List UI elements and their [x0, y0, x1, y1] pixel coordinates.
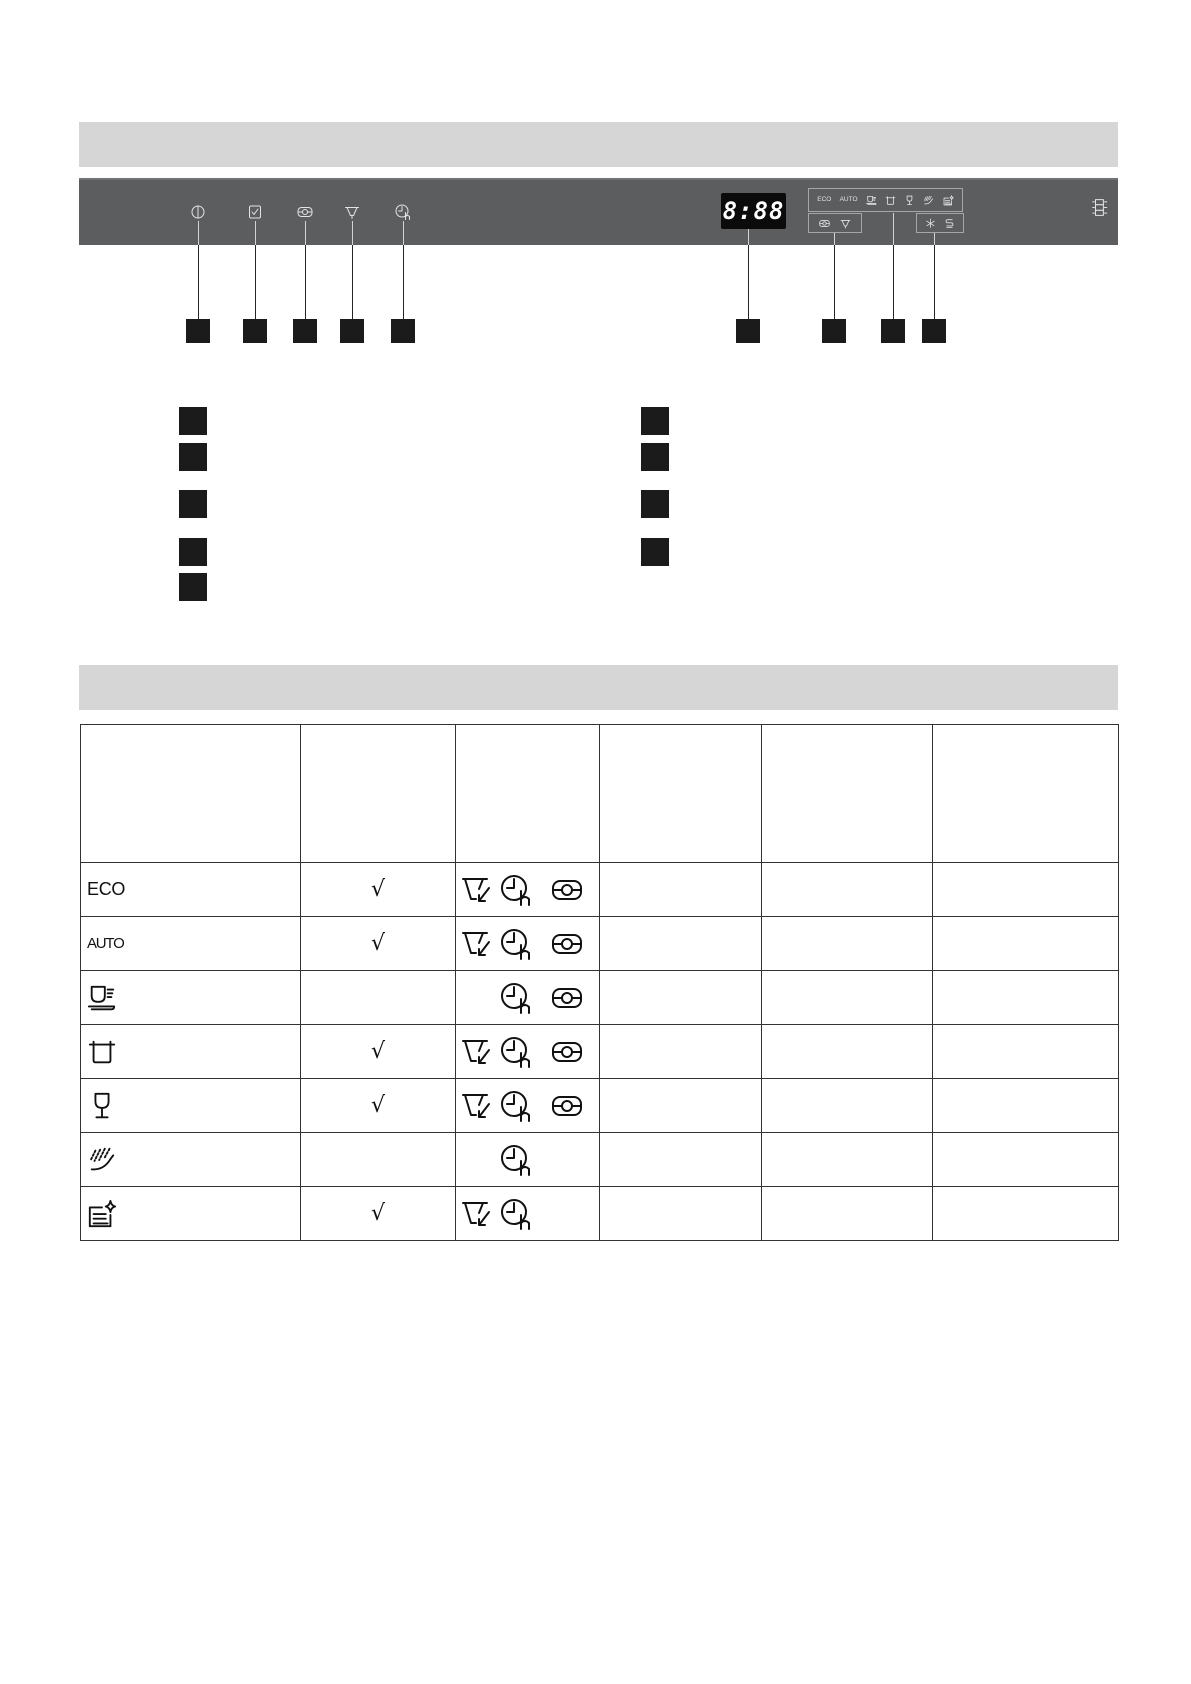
empty-cell — [600, 917, 762, 971]
funnel-arrow-icon — [461, 927, 493, 961]
control-panel-heading-bar — [79, 122, 1118, 167]
programme-cell — [81, 971, 301, 1025]
spray-icon — [923, 195, 934, 206]
empty-cell — [762, 1133, 933, 1187]
empty-cell — [933, 1025, 1119, 1079]
empty-cell — [762, 971, 933, 1025]
empty-cell — [600, 1025, 762, 1079]
empty-cell — [933, 971, 1119, 1025]
legend-marker — [179, 538, 207, 566]
check-mark: √ — [370, 1093, 386, 1118]
legend-marker — [641, 490, 669, 518]
oval-ring-button[interactable] — [297, 204, 313, 220]
programme-row — [81, 1079, 1119, 1133]
options-cell — [456, 1187, 600, 1241]
callout-marker — [922, 319, 946, 343]
programme-row — [81, 1133, 1119, 1187]
stacked-waves-icon — [944, 218, 955, 229]
oval-ring-icon — [297, 204, 313, 220]
cup-lines-icon — [866, 195, 877, 206]
check-cell — [301, 1133, 456, 1187]
leader-line — [934, 233, 935, 319]
leader-line — [834, 233, 835, 319]
delay-clock-button[interactable] — [395, 204, 411, 220]
self-clean-icon — [87, 1199, 117, 1229]
empty-cell — [933, 917, 1119, 971]
leader-line — [198, 221, 199, 319]
leader-line — [403, 221, 404, 319]
spray-icon — [87, 1145, 117, 1175]
programme-cell — [81, 917, 301, 971]
header-cell — [762, 725, 933, 863]
options-cell — [456, 1079, 600, 1133]
delay-clock-icon — [500, 927, 532, 961]
empty-cell — [762, 1079, 933, 1133]
header-cell — [600, 725, 762, 863]
funnel-arrow-icon — [461, 1197, 493, 1231]
delay-clock-icon — [500, 981, 532, 1015]
options-cell — [456, 1133, 600, 1187]
check-mark: √ — [370, 931, 386, 956]
leader-line — [305, 221, 306, 319]
self-clean-icon — [943, 195, 954, 206]
programme-row — [81, 863, 1119, 917]
check-cell — [301, 917, 456, 971]
legend-marker — [641, 407, 669, 435]
check-cell — [301, 971, 456, 1025]
wine-glass-icon — [87, 1091, 117, 1121]
table-header-row — [81, 725, 1119, 863]
empty-cell — [600, 863, 762, 917]
pot-icon — [87, 1037, 117, 1067]
leader-line — [748, 229, 749, 319]
oval-ring-icon — [551, 1089, 583, 1123]
callout-marker — [293, 319, 317, 343]
delay-clock-icon — [395, 204, 411, 220]
check-cell — [301, 1025, 456, 1079]
check-cell — [301, 1079, 456, 1133]
callout-marker — [881, 319, 905, 343]
empty-cell — [762, 1187, 933, 1241]
header-cell — [456, 725, 600, 863]
time-display: 8:88 — [721, 193, 786, 229]
check-cell — [301, 863, 456, 917]
power-button[interactable] — [190, 204, 206, 220]
side-indicator — [1091, 194, 1109, 221]
programme-cell — [81, 1133, 301, 1187]
programme-cell — [81, 1025, 301, 1079]
programme-label: ECO — [87, 879, 126, 899]
funnel-arrow-icon — [461, 1035, 493, 1069]
programme-label: AUTO — [87, 934, 124, 952]
oval-ring-icon — [551, 927, 583, 961]
check-mark: √ — [370, 877, 386, 902]
level-indicator-icon — [1091, 194, 1109, 221]
leader-line — [893, 213, 894, 319]
empty-cell — [600, 1187, 762, 1241]
callout-marker — [340, 319, 364, 343]
leader-line — [352, 221, 353, 319]
oval-ring-icon — [551, 873, 583, 907]
options-cell — [456, 863, 600, 917]
legend-marker — [641, 443, 669, 471]
check-mark: √ — [370, 1039, 386, 1064]
programme-row — [81, 917, 1119, 971]
delay-clock-icon — [500, 1089, 532, 1123]
programme-row — [81, 1187, 1119, 1241]
program-select-icon — [247, 204, 263, 220]
check-cell — [301, 1187, 456, 1241]
check-mark: √ — [370, 1201, 386, 1226]
cup-lines-icon — [87, 983, 117, 1013]
wine-glass-icon — [904, 195, 915, 206]
program-select-button[interactable] — [247, 204, 263, 220]
funnel-arrow-icon — [461, 873, 493, 907]
legend-marker — [179, 407, 207, 435]
empty-cell — [600, 1079, 762, 1133]
delay-clock-icon — [500, 873, 532, 907]
empty-cell — [933, 1187, 1119, 1241]
programme-indicators — [808, 188, 963, 212]
leader-line — [255, 221, 256, 319]
empty-cell — [762, 917, 933, 971]
power-icon — [190, 204, 206, 220]
delay-clock-icon — [500, 1197, 532, 1231]
options-cell — [456, 1025, 600, 1079]
asterisk-icon — [925, 218, 936, 229]
header-cell — [301, 725, 456, 863]
callout-marker — [822, 319, 846, 343]
pot-icon — [885, 195, 896, 206]
legend-marker — [179, 490, 207, 518]
empty-cell — [762, 1025, 933, 1079]
empty-cell — [600, 971, 762, 1025]
legend-marker — [179, 573, 207, 601]
programme-row — [81, 971, 1119, 1025]
programme-table — [80, 724, 1119, 1241]
delay-clock-icon — [500, 1143, 532, 1177]
callout-marker — [736, 319, 760, 343]
oval-ring-icon — [819, 218, 830, 229]
header-cell — [933, 725, 1119, 863]
empty-cell — [933, 863, 1119, 917]
programme-rows — [81, 863, 1119, 1241]
options-cell — [456, 917, 600, 971]
programme-cell — [81, 1187, 301, 1241]
empty-cell — [762, 863, 933, 917]
programme-cell — [81, 1079, 301, 1133]
warning-indicators — [808, 213, 862, 233]
funnel-icon — [840, 218, 851, 229]
control-panel — [79, 178, 1118, 245]
funnel-button[interactable] — [344, 204, 360, 220]
legend-marker — [641, 538, 669, 566]
legend-marker — [179, 443, 207, 471]
delay-clock-icon — [500, 1035, 532, 1069]
programme-cell — [81, 863, 301, 917]
header-cell — [81, 725, 301, 863]
callout-marker — [186, 319, 210, 343]
programme-table-heading-bar — [79, 665, 1118, 710]
funnel-icon — [344, 204, 360, 220]
empty-cell — [933, 1133, 1119, 1187]
options-cell — [456, 971, 600, 1025]
programme-row — [81, 1025, 1119, 1079]
programme-indicator-label: ECO — [817, 195, 832, 203]
oval-ring-icon — [551, 1035, 583, 1069]
option-indicators — [916, 213, 964, 233]
callout-marker — [391, 319, 415, 343]
empty-cell — [933, 1079, 1119, 1133]
empty-cell — [600, 1133, 762, 1187]
funnel-arrow-icon — [461, 1089, 493, 1123]
programme-indicator-label: AUTO — [839, 195, 858, 203]
callout-marker — [243, 319, 267, 343]
oval-ring-icon — [551, 981, 583, 1015]
